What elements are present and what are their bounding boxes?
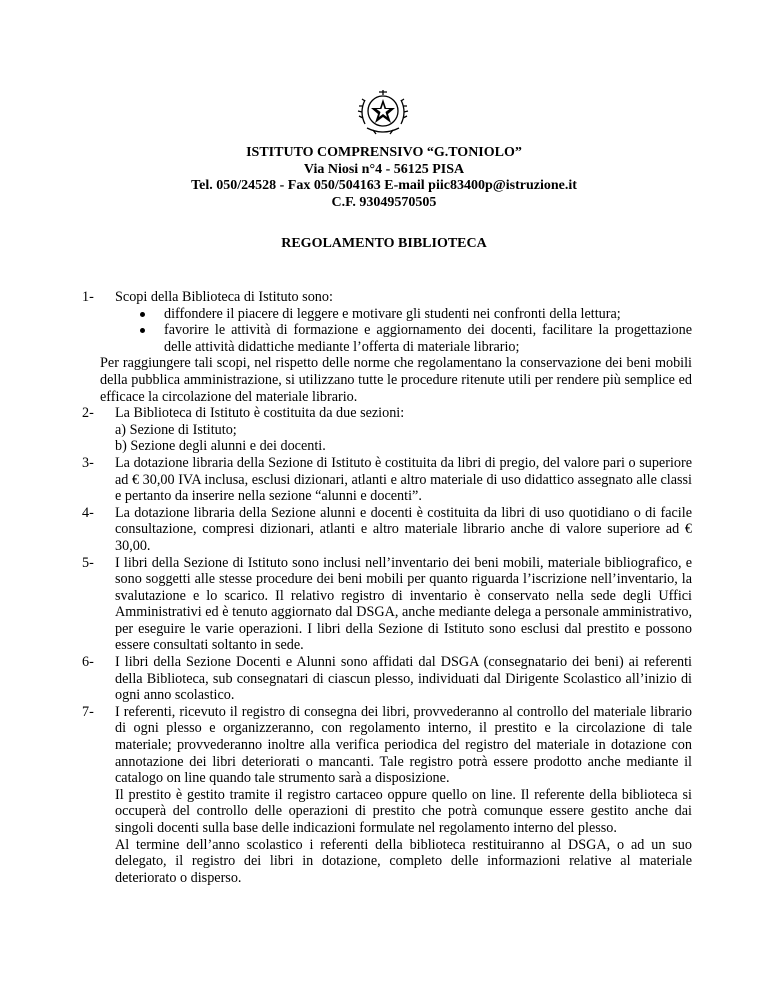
article-text: Per raggiungere tali scopi, nel rispetto delle norme che regolamentano la conservazione dei beni mobili della pubblica amministrazione, si utilizzano tutte le procedure ritenute utili per rendere più semplice ed efficace la circolazione del materiale librario.: [100, 355, 692, 405]
article-number: 7-: [82, 703, 94, 720]
article-7: [82, 704, 692, 887]
article-text: I libri della Sezione di Istituto sono inclusi nell’inventario dei beni mobili, materiale bibliografico, e sono soggetti alle stesse procedure dei beni mobili per quanto riguarda l’iscrizione nell’inventario, la svalutazione e lo scarico. Il relativo registro di inventario è conservato nella sede degli Uffici Amministrativi ed è tenuto aggiornato dal DSGA, anche mediante delega a personale amministrativo, per eseguire le varie operazioni. I libri della Sezione di Istituto sono esclusi dal prestito e possono essere consultati soltanto in sede.: [115, 554, 692, 654]
school-address: Via Niosi n°4 - 56125 PISA: [303, 161, 465, 177]
fiscal-code: C.F. 93049570505: [331, 194, 437, 210]
bullet-icon: [140, 328, 145, 333]
list-item: diffondere il piacere di leggere e motivare gli studenti nei confronti della lettura;: [82, 306, 692, 323]
article-5: [82, 555, 692, 655]
bullet-list: [82, 306, 692, 356]
article-text: Il prestito è gestito tramite il registro cartaceo oppure quello on line. Il referente della biblioteca si occuperà del controllo delle operazioni di prestito che potrà comunque essere gestito anche dai singoli docenti sulla base delle indicazioni formulate nel regolamento interno del plesso.: [115, 786, 692, 836]
article-2: [82, 405, 692, 455]
article-number: 1-: [82, 289, 94, 305]
list-item: a) Sezione di Istituto;: [115, 421, 237, 438]
article-text: I referenti, ricevuto il registro di consegna dei libri, provvederanno al controllo del materiale librario di ogni plesso e organizzeranno, con regolamento interno, il prestito e la circolazione di tale materiale; provvederanno inoltre alla verifica periodica del registro del materiale in dotazione con annotazione dei libri deteriorati o mancanti. Tale registro potrà essere prodotto anche mediante il catalogo on line quando tale strumento sarà a disposizione.: [115, 703, 692, 787]
article-number: 5-: [82, 554, 94, 571]
article-6: [82, 654, 692, 704]
bullet-icon: [140, 312, 145, 317]
republic-emblem-icon: [355, 84, 411, 140]
article-number: 2-: [82, 405, 94, 422]
list-item: b) Sezione degli alunni e dei docenti.: [115, 438, 326, 455]
article-text: I libri della Sezione Docenti e Alunni sono affidati dal DSGA (consegnatario dei beni) ai referenti della Biblioteca, sub consegnatari di ciascun plesso, individuati dal Dirigente Scolastico all’inizio di ogni anno scolastico.: [115, 654, 692, 704]
article-number: 3-: [82, 454, 94, 471]
article-text: La dotazione libraria della Sezione di Istituto è costituita da libri di pregio, del valore pari o superiore ad € 30,00 IVA inclusa, esclusi dizionari, atlanti e altro materiale di uso didattico assegnato alle classi e pertanto da inserire nella sezione “alunni e docenti”.: [115, 454, 692, 505]
article-3: [82, 455, 692, 505]
document-title: REGOLAMENTO BIBLIOTECA: [281, 236, 487, 251]
article-number: 6-: [82, 654, 94, 671]
regulation-body: [82, 289, 692, 886]
school-contacts: Tel. 050/24528 - Fax 050/504163 E-mail piic83400p@istruzione.it: [191, 178, 577, 194]
article-intro: La Biblioteca di Istituto è costituita da due sezioni:: [115, 405, 405, 422]
list-item: favorire le attività di formazione e aggiornamento dei docenti, facilitare la progettazione delle attività didattiche mediante l’offerta di materiale librario;: [82, 322, 692, 355]
school-header: [0, 145, 768, 211]
article-intro: Scopi della Biblioteca di Istituto sono:: [115, 289, 333, 305]
school-name: ISTITUTO COMPRENSIVO “G.TONIOLO”: [246, 145, 522, 160]
article-1-continuation: [82, 355, 692, 405]
article-text: La dotazione libraria della Sezione alunni e docenti è costituita da libri di uso quotidiano o di facile consultazione, compresi dizionari, atlanti e altro materiale librario anche di valore superiore ad € 30,00.: [115, 504, 692, 554]
article-4: [82, 505, 692, 555]
article-text: Al termine dell’anno scolastico i referenti della biblioteca restituiranno al DSGA, o ad un suo delegato, il registro dei libri in dotazione, completo delle informazioni relative al materiale deteriorato o disperso.: [115, 836, 692, 886]
article-1: [82, 289, 692, 306]
article-number: 4-: [82, 504, 94, 521]
